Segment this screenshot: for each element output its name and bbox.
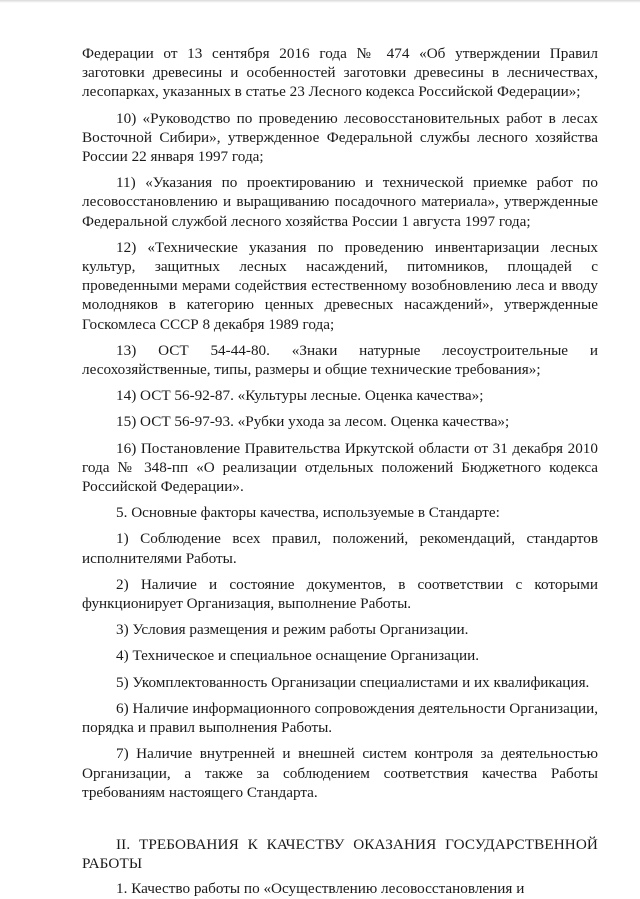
paragraph-factor-2: 2) Наличие и состояние документов, в соответствии с которыми функционирует Организация, выполнение Работы. <box>82 575 598 613</box>
paragraph-legal-ref-474: Федерации от 13 сентября 2016 года № 474 «Об утверждении Правил заготовки древесины и особенностей заготовки древесины в лесничествах, лесопарках, указанных в статье 23 Лесного кодекса Российской Федерации»; <box>82 45 598 101</box>
paragraph-item-13: 13) ОСТ 54-44-80. «Знаки натурные лесоустроительные и лесохозяйственные, типы, размеры и общие технические требования»; <box>82 341 598 379</box>
paragraph-factor-6: 6) Наличие информационного сопровождения деятельности Организации, порядка и правил выполнения Работы. <box>82 699 598 737</box>
paragraph-factor-4: 4) Техническое и специальное оснащение Организации. <box>116 647 480 665</box>
paragraph-item-10: 10) «Руководство по проведению лесовосстановительных работ в лесах Восточной Сибири», утвержденное Федеральной службы лесного хозяйства России 22 января 1997 года; <box>82 109 598 166</box>
section-heading: II. ТРЕБОВАНИЯ К КАЧЕСТВУ ОКАЗАНИЯ ГОСУДАРСТВЕННОЙ РАБОТЫ <box>82 835 598 873</box>
paragraph-item-11: 11) «Указания по проектированию и технической приемке работ по лесовосстановлению и выращиванию посадочного материала», утвержденные Федеральной службой лесного хозяйства России 1 августа 1997 года; <box>82 174 598 230</box>
paragraph-item-16: 16) Постановление Правительства Иркутской области от 31 декабря 2010 года № 348-пп «О реализации отдельных положений Бюджетного кодекса Российской Федерации». <box>82 439 598 496</box>
paragraph-section-2-item-1: 1. Качество работы по «Осуществлению лесовосстановления и <box>116 880 525 898</box>
scan-edge <box>0 0 640 3</box>
section-spacer <box>82 809 598 835</box>
paragraph-item-15: 15) ОСТ 56-97-93. «Рубки ухода за лесом. Оценка качества»; <box>116 413 510 431</box>
paragraph-item-12: 12) «Технические указания по проведению инвентаризации лесных культур, защитных лесных насаждений, питомников, площадей с проведенными мерами содействия естественному возобновлению леса и вводу молодняков в категорию ценных древесных насаждений», утвержденные Госкомлеса СССР 8 декабря 1989 года; <box>82 238 598 333</box>
paragraph-factor-3: 3) Условия размещения и режим работы Организации. <box>116 621 469 639</box>
paragraph-quality-factors-intro: 5. Основные факторы качества, используемые в Стандарте: <box>116 504 500 522</box>
paragraph-factor-5: 5) Укомплектованность Организации специалистами и их квалификация. <box>116 673 590 691</box>
paragraph-factor-1: 1) Соблюдение всех правил, положений, рекомендаций, стандартов исполнителями Работы. <box>82 530 598 567</box>
paragraph-item-14: 14) ОСТ 56-92-87. «Культуры лесные. Оценка качества»; <box>116 387 484 405</box>
paragraph-factor-7: 7) Наличие внутренней и внешней систем контроля за деятельностью Организации, а также за соблюдением соответствия качества Работы требованиям настоящего Стандарта. <box>82 745 598 801</box>
